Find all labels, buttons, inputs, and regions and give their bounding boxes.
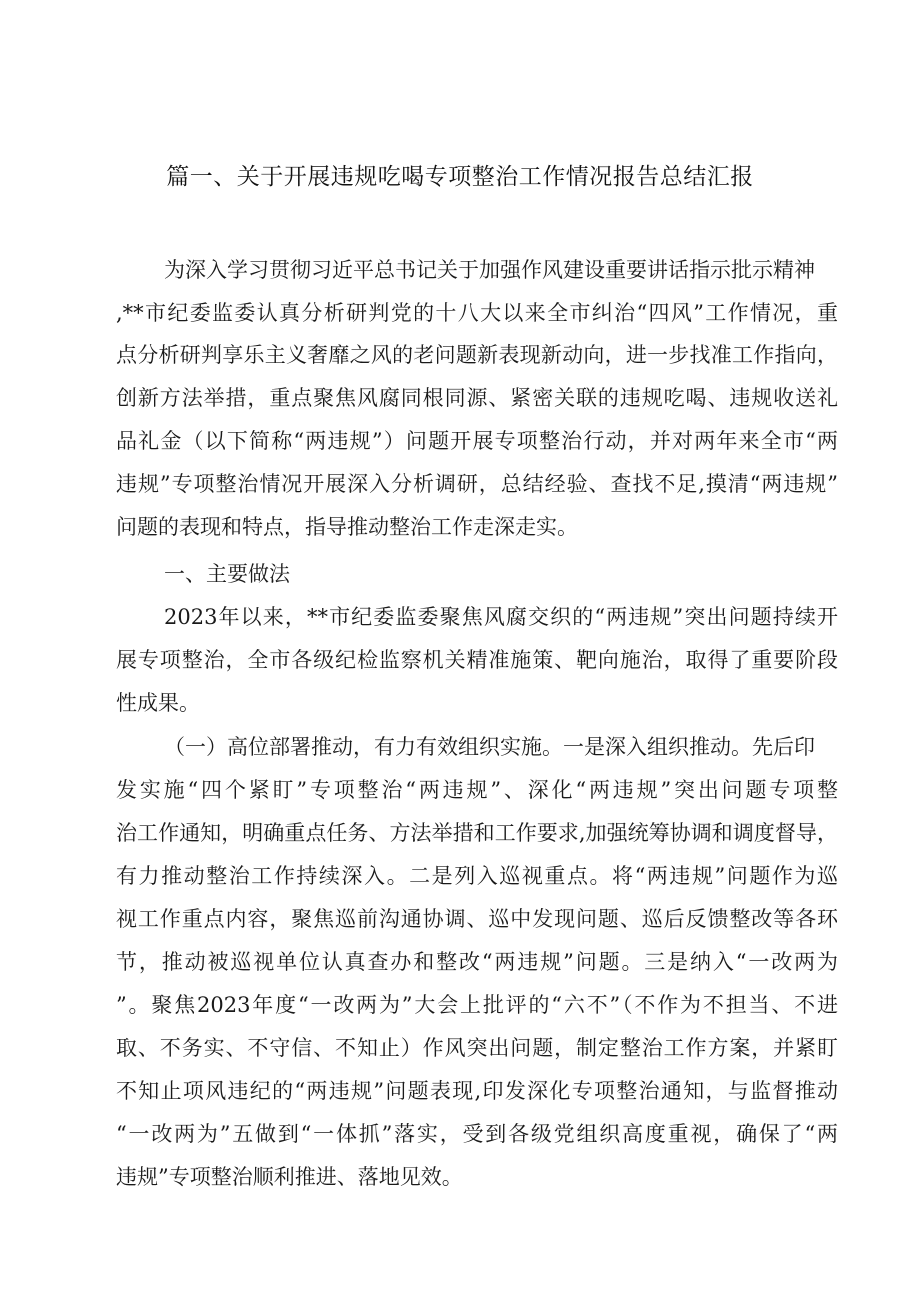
paragraph-line: 2023年以来，**市纪委监委聚焦风腐交织的“两违规”突出问题持续开: [164, 605, 838, 629]
paragraph-line: 节，推动被巡视单位认真查办和整改“两违规”问题。三是纳入“一改两为: [116, 950, 838, 974]
paragraph-line: ,**市纪委监委认真分析研判党的十八大以来全市纠治“四风”工作情况，重: [116, 301, 838, 325]
paragraph-line: 点分析研判享乐主义奢靡之风的老问题新表现新动向，进一步找准工作指向，: [116, 343, 838, 367]
paragraph-line: 发实施“四个紧盯”专项整治“两违规”、深化“两违规”突出问题专项整: [116, 778, 838, 802]
paragraph-line: （一）高位部署推动，有力有效组织实施。一是深入组织推动。先后印: [164, 735, 815, 759]
section-heading: 一、主要做法: [164, 562, 290, 586]
paragraph-line: 创新方法举措，重点聚焦风腐同根同源、紧密关联的违规吃喝、违规收送礼: [116, 386, 838, 410]
paragraph-line: 为深入学习贯彻习近平总书记关于加强作风建设重要讲话指示批示精神: [164, 258, 815, 282]
paragraph-line: 违规”专项整治情况开展深入分析调研，总结经验、查找不足,摸清“两违规”: [116, 472, 838, 496]
paragraph-line: 取、不务实、不守信、不知止）作风突出问题，制定整治工作方案，并紧盯: [116, 1036, 838, 1060]
paragraph-line: “一改两为”五做到“一体抓”落实，受到各级党组织高度重视，确保了“两: [116, 1122, 838, 1146]
paragraph-line: 视工作重点内容，聚焦巡前沟通协调、巡中发现问题、巡后反馈整改等各环: [116, 907, 838, 931]
paragraph-line: 展专项整治，全市各级纪检监察机关精准施策、靶向施治，取得了重要阶段: [116, 648, 838, 672]
paragraph-line: 不知止项风违纪的“两违规”问题表现,印发深化专项整治通知，与监督推动: [116, 1079, 838, 1103]
paragraph-line: 问题的表现和特点，指导推动整治工作走深走实。: [116, 515, 578, 539]
paragraph-line: 治工作通知，明确重点任务、方法举措和工作要求,加强统筹协调和调度督导，: [116, 821, 838, 845]
paragraph-line: 有力推动整治工作持续深入。二是列入巡视重点。将“两违规”问题作为巡: [116, 864, 838, 888]
paragraph-line: 违规”专项整治顺利推进、落地见效。: [116, 1165, 463, 1189]
paragraph-line: ”。聚焦2023年度“一改两为”大会上批评的“六不”（不作为不担当、不进: [116, 993, 838, 1017]
paragraph-line: 品礼金（以下简称“两违规”）问题开展专项整治行动，并对两年来全市“两: [116, 429, 838, 453]
document-title: 篇一、关于开展违规吃喝专项整治工作情况报告总结汇报: [166, 164, 754, 190]
paragraph-line: 性成果。: [116, 691, 200, 715]
